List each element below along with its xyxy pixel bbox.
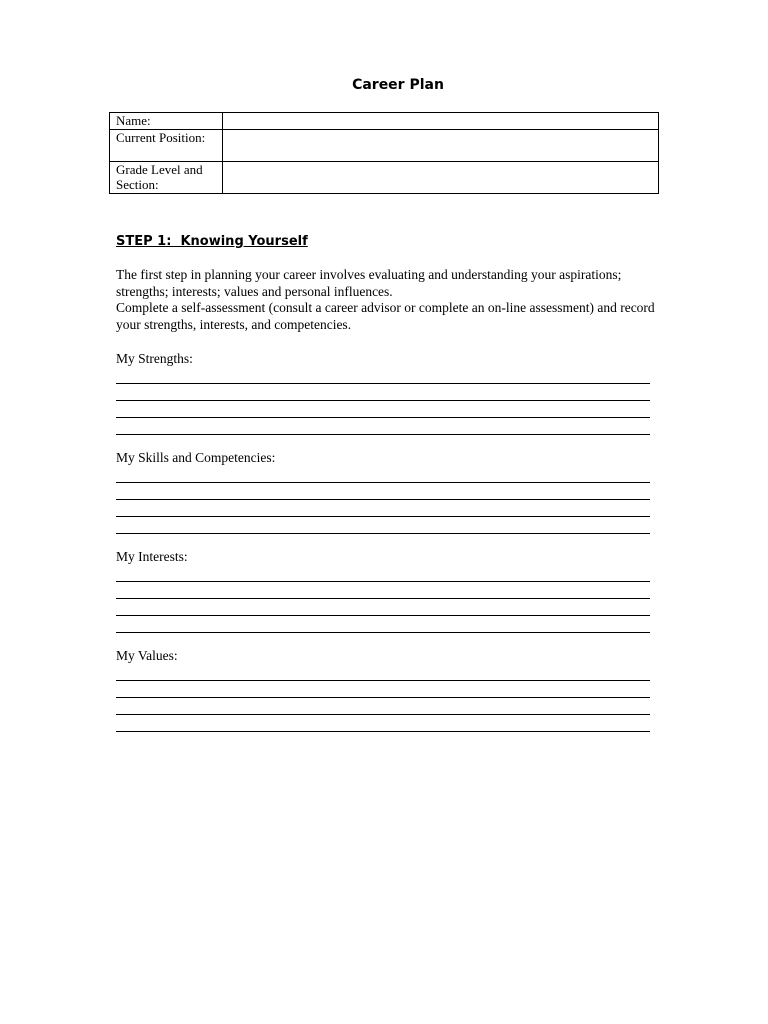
interests-line[interactable] <box>116 582 650 599</box>
values-line[interactable] <box>116 681 650 698</box>
strengths-line[interactable] <box>116 401 650 418</box>
step-1-intro <box>116 267 656 333</box>
skills-line[interactable] <box>116 500 650 517</box>
strengths-line[interactable] <box>116 418 650 435</box>
current-position-field[interactable] <box>223 130 659 162</box>
strengths-label: My Strengths: <box>116 351 193 366</box>
page-title: Career Plan <box>352 77 444 93</box>
skills-line[interactable] <box>116 466 650 483</box>
interests-line[interactable] <box>116 616 650 633</box>
skills-line[interactable] <box>116 483 650 500</box>
table-row <box>110 162 659 194</box>
values-line[interactable] <box>116 698 650 715</box>
grade-level-field[interactable] <box>223 162 659 194</box>
interests-label: My Interests: <box>116 549 188 564</box>
info-table <box>109 112 659 194</box>
strengths-line[interactable] <box>116 367 650 384</box>
table-row <box>110 113 659 130</box>
interests-section <box>116 549 650 633</box>
current-position-label: Current Position: <box>110 130 223 162</box>
values-section <box>116 648 650 732</box>
skills-line[interactable] <box>116 517 650 534</box>
strengths-line[interactable] <box>116 384 650 401</box>
skills-label: My Skills and Competencies: <box>116 450 276 465</box>
instruction-paragraph: Complete a self-assessment (consult a career advisor or complete an on-line assessment) and record your strengths, interests, and competencies. <box>116 300 655 332</box>
strengths-section <box>116 351 650 435</box>
intro-paragraph: The first step in planning your career involves evaluating and understanding your aspirations; strengths; interests; values and personal influences. <box>116 267 622 299</box>
table-row <box>110 130 659 162</box>
name-label: Name: <box>110 113 223 130</box>
values-line[interactable] <box>116 664 650 681</box>
values-label: My Values: <box>116 648 178 663</box>
step-1-heading: STEP 1: Knowing Yourself <box>116 234 308 249</box>
interests-line[interactable] <box>116 565 650 582</box>
interests-line[interactable] <box>116 599 650 616</box>
skills-section <box>116 450 650 534</box>
values-line[interactable] <box>116 715 650 732</box>
name-field[interactable] <box>223 113 659 130</box>
grade-level-label: Grade Level and Section: <box>110 162 223 194</box>
